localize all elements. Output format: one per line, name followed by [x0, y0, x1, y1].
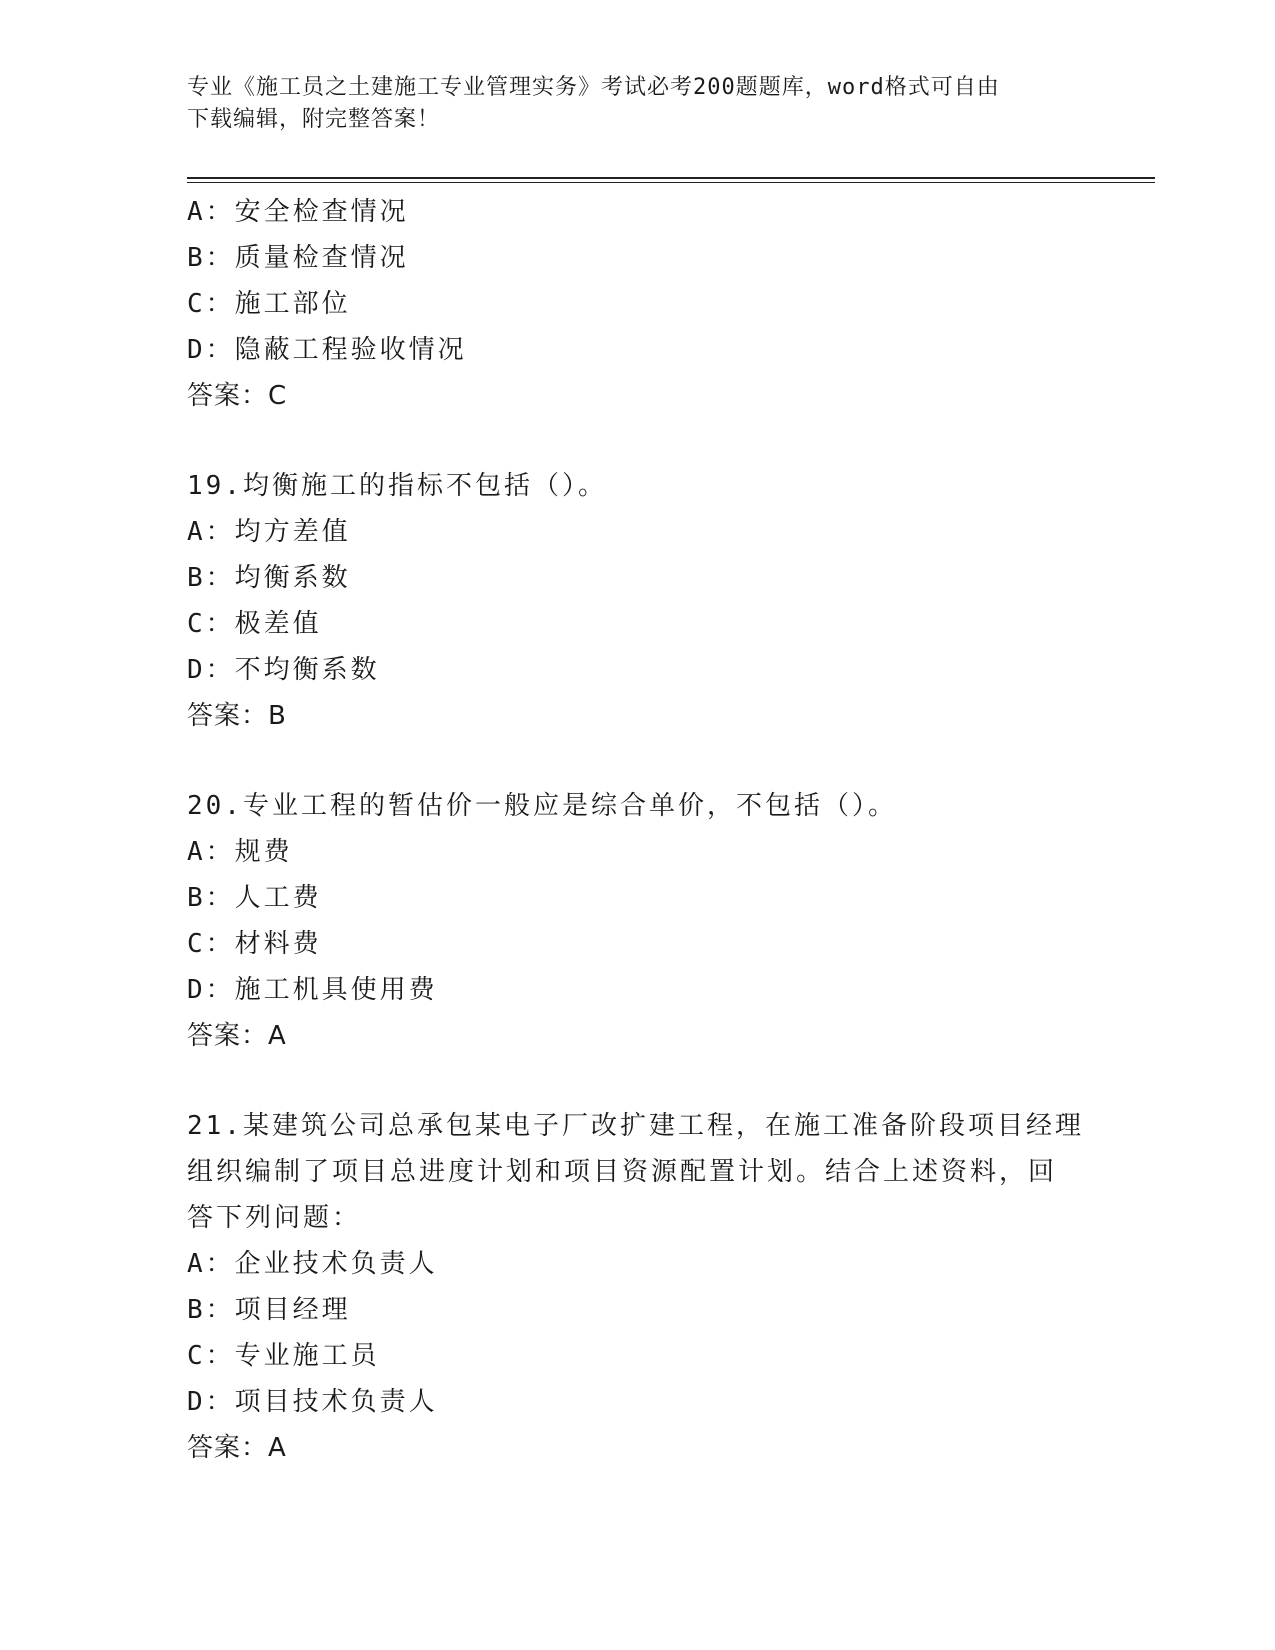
- header-line-1: 专业《施工员之土建施工专业管理实务》考试必考200题题库，word格式可自由: [187, 75, 1000, 100]
- option-c: C：材料费: [187, 929, 322, 959]
- spacer: [187, 739, 1087, 783]
- option-d: D：项目技术负责人: [187, 1387, 438, 1417]
- answer: 答案：A: [187, 1433, 287, 1463]
- option-a: A：规费: [187, 837, 293, 867]
- answer: 答案：C: [187, 381, 288, 411]
- option-b: B：项目经理: [187, 1295, 351, 1325]
- header-divider-thin: [187, 182, 1155, 183]
- option-b: B：人工费: [187, 883, 322, 913]
- option-a: A：安全检查情况: [187, 197, 409, 227]
- question-18: [187, 189, 1087, 419]
- option-c: C：极差值: [187, 609, 322, 639]
- question-text-line-1: 21.某建筑公司总承包某电子厂改扩建工程，在施工准备阶段项目经理: [187, 1111, 1084, 1141]
- spacer: [187, 1059, 1087, 1103]
- header-divider-thick: [187, 177, 1155, 179]
- question-19: [187, 463, 1087, 739]
- question-text: 20.专业工程的暂估价一般应是综合单价，不包括（）。: [187, 791, 897, 821]
- option-d: D：隐蔽工程验收情况: [187, 335, 467, 365]
- answer: 答案：B: [187, 701, 287, 731]
- option-a: A：企业技术负责人: [187, 1249, 438, 1279]
- question-20: [187, 783, 1087, 1059]
- option-b: B：均衡系数: [187, 563, 351, 593]
- option-b: B：质量检查情况: [187, 243, 409, 273]
- spacer: [187, 419, 1087, 463]
- question-text-line-2: 组织编制了项目总进度计划和项目资源配置计划。结合上述资料，回: [187, 1157, 1058, 1187]
- header-line-2: 下载编辑，附完整答案！: [187, 107, 441, 132]
- question-list: [187, 189, 1087, 1471]
- option-d: D：施工机具使用费: [187, 975, 438, 1005]
- question-text-line-3: 答下列问题：: [187, 1203, 362, 1233]
- answer: 答案：A: [187, 1021, 287, 1051]
- option-a: A：均方差值: [187, 517, 351, 547]
- option-c: C：施工部位: [187, 289, 351, 319]
- option-d: D：不均衡系数: [187, 655, 380, 685]
- question-21: [187, 1103, 1087, 1471]
- question-text: 19.均衡施工的指标不包括（）。: [187, 471, 607, 501]
- document-header: [187, 72, 1087, 136]
- option-c: C：专业施工员: [187, 1341, 380, 1371]
